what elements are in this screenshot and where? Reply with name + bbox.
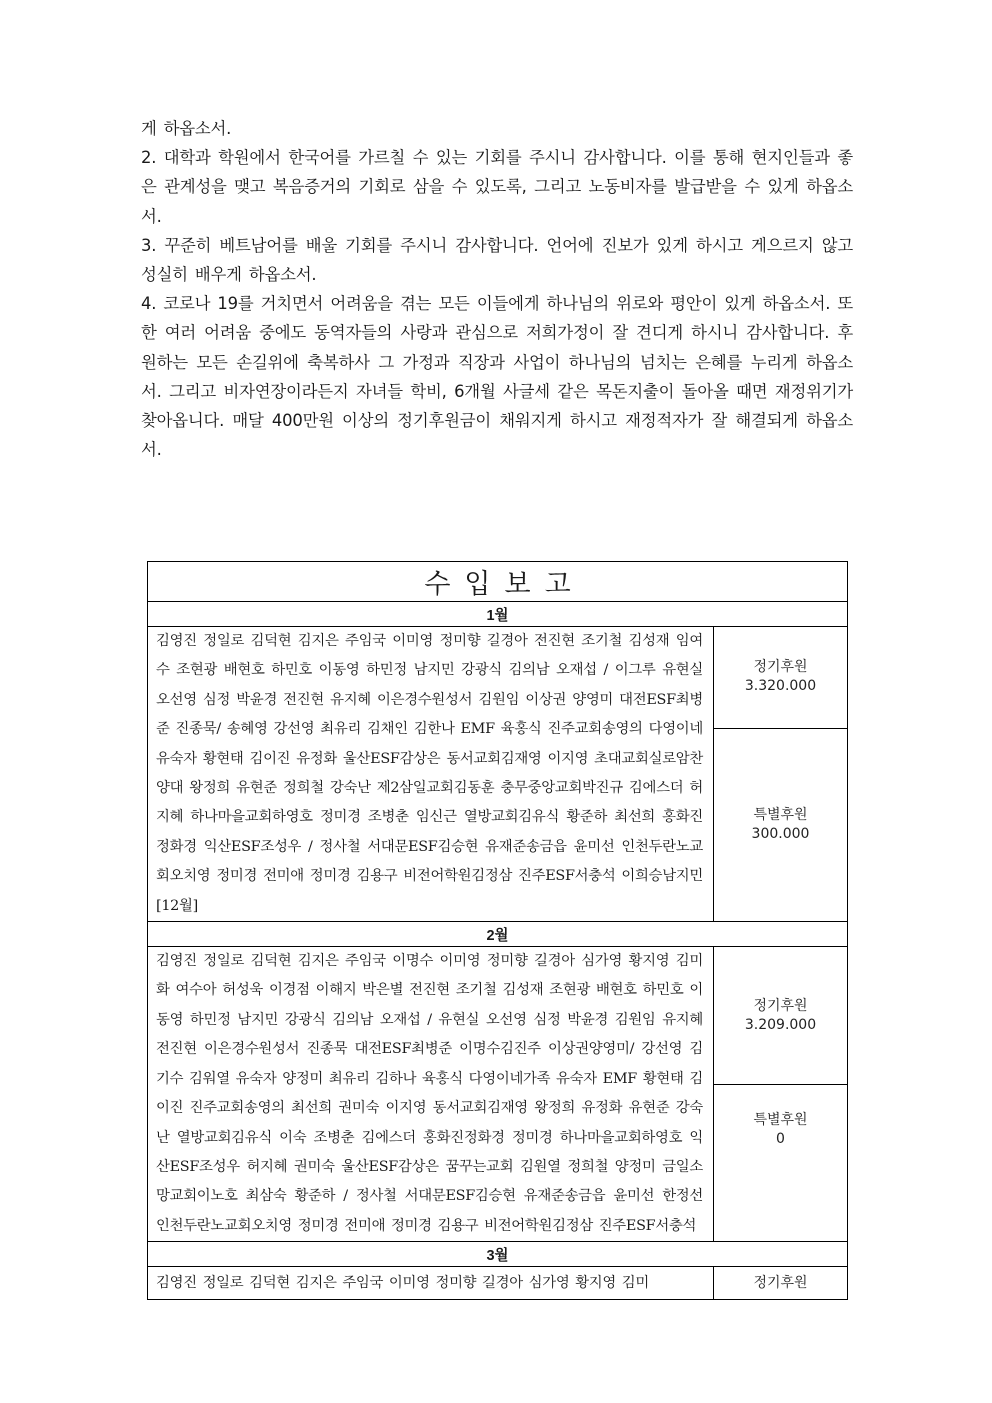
donor-list-january: 김영진 정일로 김덕현 김지은 주임국 이미영 정미향 길경아 전진현 조기철 김성재 임여수 조현광 배현호 하민호 이동영 하민정 남지민 강광식 김의남 오재섭 / 이그루 유현실 오선영 심정 박윤경 전진현 유지혜 이은경수원성서 김원임 이상권 양영미 대전ESF최병준 진종묵/ 송혜영 강선영 최유리 김채인 김한나 EMF 육홍식 진주교회송영의 다영이네 유숙자 황현태 김이진 유정화 울산ESF감상은 동서교회김재영 이지영 초대교회실로암찬양대 왕정희 유현준 정희철 강숙난 제2삼일교회김동훈 충무중앙교회박진규 김에스더 허지혜 하나마을교회하영호 정미경 조병춘 임신근 열방교회김유식 황준하 최선희 홍화진정화경 익산ESF조성우 / 정사철 서대문ESF김승현 유재준송금읍 윤미선 인천두란노교회오치영 정미경 전미애 정미경 김용구 비전어학원김정삼 진주ESF서충석 이희승남지민[12월] <box>148 627 714 922</box>
prayer-paragraph-continuation: 게 하옵소서. <box>141 119 232 138</box>
regular-support-label: 정기후원 <box>753 659 808 676</box>
special-support-amount: 0 <box>776 1131 785 1148</box>
regular-support-january <box>714 627 848 729</box>
income-report-title: 수입보고 <box>148 562 848 602</box>
regular-support-amount: 3.209.000 <box>744 1016 817 1033</box>
prayer-paragraph-2: 2. 대학과 학원에서 한국어를 가르칠 수 있는 기회를 주시니 감사합니다. 이를 통해 현지인들과 좋은 관계성을 맺고 복음증거의 기회로 삼을 수 있도록, 그리고 노동비자를 발급받을 수 있게 하옵소서. <box>141 148 853 226</box>
donor-list-february: 김영진 정일로 김덕현 김지은 주임국 이명수 이미영 정미향 길경아 심가영 황지영 김미화 여수아 허성욱 이경점 이해지 박은별 전진현 조기철 김성재 조현광 배현호 하민호 이동영 하민정 남지민 강광식 김의남 오재섭 / 유현실 오선영 심정 박윤경 김원임 유지혜 전진현 이은경수원성서 진종묵 대전ESF최병준 이명수김진주 이상권양영미/ 강선영 김기수 김워열 유숙자 양정미 최유리 김하나 육홍식 다영이네가족 유숙자 EMF 황현태 김이진 진주교회송영의 최선희 권미숙 이지영 동서교회김재영 왕정희 유정화 유현준 강숙난 열방교회김유식 이숙 조병춘 김에스더 홍화진정화경 정미경 하나마을교회하영호 익산ESF조성우 허지혜 권미숙 울산ESF감상은 꿈꾸는교회 김원열 정희철 양정미 금일소망교회이노호 최삼숙 황준하 / 정사철 서대문ESF김승현 유재준송금읍 윤미선 한정선 인천두란노교회오치영 정미경 전미애 정미경 김용구 비전어학원김정삼 진주ESF서충석 <box>148 947 714 1242</box>
special-support-label: 특별후원 <box>753 806 808 823</box>
regular-support-march <box>714 1267 848 1300</box>
special-support-january <box>714 728 848 921</box>
month-header-january: 1월 <box>148 602 848 627</box>
prayer-paragraph-3: 3. 꾸준히 베트남어를 배울 기회를 주시니 감사합니다. 언어에 진보가 있게 하시고 게으르지 않고 성실히 배우게 하옵소서. <box>141 235 853 285</box>
income-report-table <box>147 561 848 1300</box>
donor-list-march: 김영진 정일로 김덕현 김지은 주임국 이미영 정미향 길경아 심가영 황지영 김미 <box>148 1267 714 1300</box>
regular-support-label: 정기후원 <box>753 1274 808 1291</box>
regular-support-label: 정기후원 <box>753 997 808 1014</box>
prayer-requests <box>141 114 853 464</box>
regular-support-february <box>714 947 848 1085</box>
special-support-amount: 300.000 <box>751 825 810 842</box>
special-support-february <box>714 1085 848 1242</box>
special-support-label: 특별후원 <box>753 1112 808 1129</box>
regular-support-amount: 3.320.000 <box>744 678 817 695</box>
prayer-paragraph-4: 4. 코로나 19를 거치면서 어려움을 겪는 모든 이들에게 하나님의 위로와 평안이 있게 하옵소서. 또한 여러 어려움 중에도 동역자들의 사랑과 관심으로 저희가정이 잘 견디게 하시니 감사합니다. 후원하는 모든 손길위에 축복하사 그 가정과 직장과 사업이 하나님의 넘치는 은혜를 누리게 하옵소서. 그리고 비자연장이라든지 자녀들 학비, 6개월 사글세 같은 목돈지출이 돌아올 때면 재정위기가 찾아옵니다. 매달 400만원 이상의 정기후원금이 채워지게 하시고 재정적자가 잘 해결되게 하옵소서. <box>141 294 853 460</box>
month-header-february: 2월 <box>148 922 848 947</box>
month-header-march: 3월 <box>148 1242 848 1267</box>
